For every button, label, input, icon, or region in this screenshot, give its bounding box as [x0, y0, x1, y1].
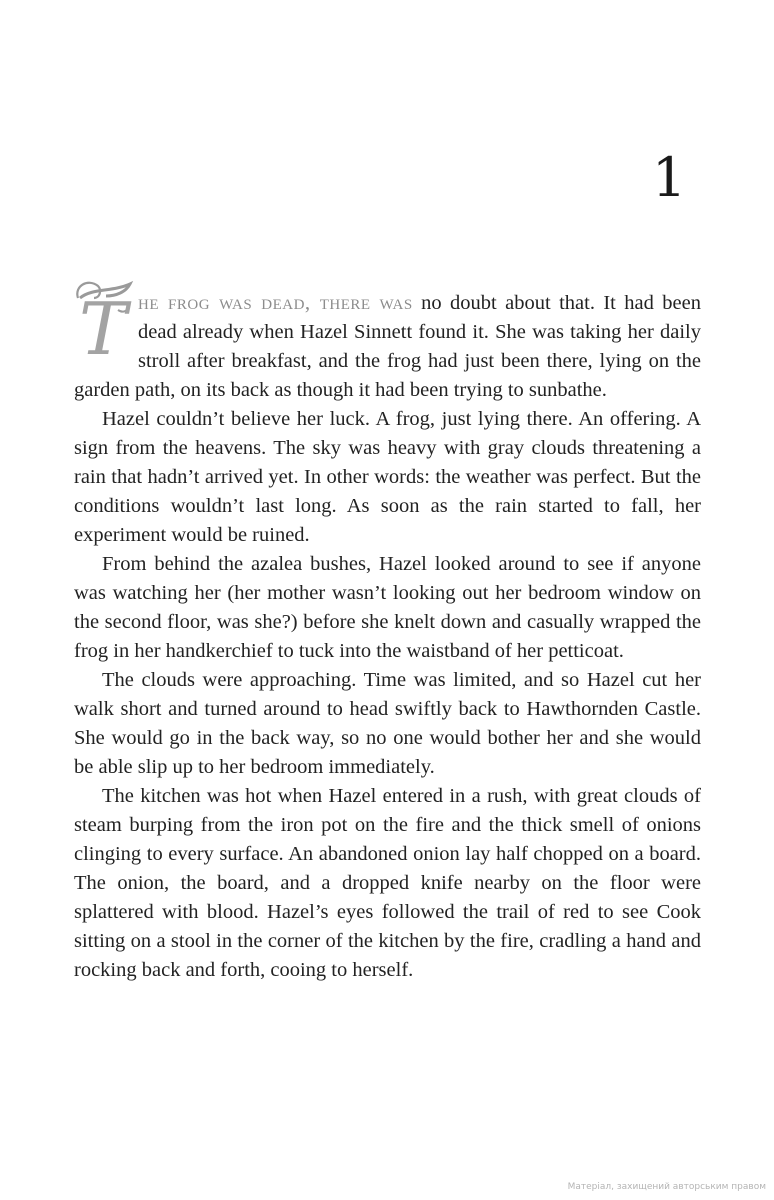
paragraph: Hazel couldn’t believe her luck. A frog, just lying there. An offering. A sign from the heavens. The sky was heavy with gray clouds threatening a rain that hadn’t arrived yet. In other words: the weather was perfect. But the conditions wouldn’t last long. As soon as the rain started to fall, her experiment would be ruined.	[74, 408, 701, 546]
chapter-body	[74, 288, 701, 985]
paragraph-text: no doubt about that. It had been dead already when Hazel Sinnett found it. She was taking her daily stroll after breakfast, and the frog had just been there, lying on the garden path, on its back as though it had been trying to sunbathe.	[74, 292, 701, 401]
drop-cap	[72, 280, 134, 364]
drop-cap-ornament	[72, 280, 134, 364]
paragraph: From behind the azalea bushes, Hazel looked around to see if anyone was watching her (her mother wasn’t looking out her bedroom window on the second floor, was she?) before she knelt down and casually wrapped the frog in her handkerchief to tuck into the waistband of her petticoat.	[74, 553, 701, 662]
copyright-notice: Матеріал, захищений авторським правом	[567, 1182, 766, 1192]
drop-cap-letter: T	[78, 287, 128, 364]
paragraph: The kitchen was hot when Hazel entered in a rush, with great clouds of steam burping from the iron pot on the fire and the thick smell of onions clinging to every surface. An abandoned onion lay half chopped on a board. The onion, the board, and a dropped knife nearby on the floor were splattered with blood. Hazel’s eyes followed the trail of red to see Cook sitting on a stool in the corner of the kitchen by the fire, cradling a hand and rocking back and forth, cooing to herself.	[74, 785, 701, 981]
lead-in-small-caps: he frog was dead, there was	[138, 290, 413, 314]
paragraph	[74, 288, 701, 405]
paragraph: The clouds were approaching. Time was limited, and so Hazel cut her walk short and turned around to head swiftly back to Hawthornden Castle. She would go in the back way, so no one would bother her and she would be able slip up to her bedroom immediately.	[74, 669, 701, 778]
chapter-number: 1	[652, 146, 687, 209]
